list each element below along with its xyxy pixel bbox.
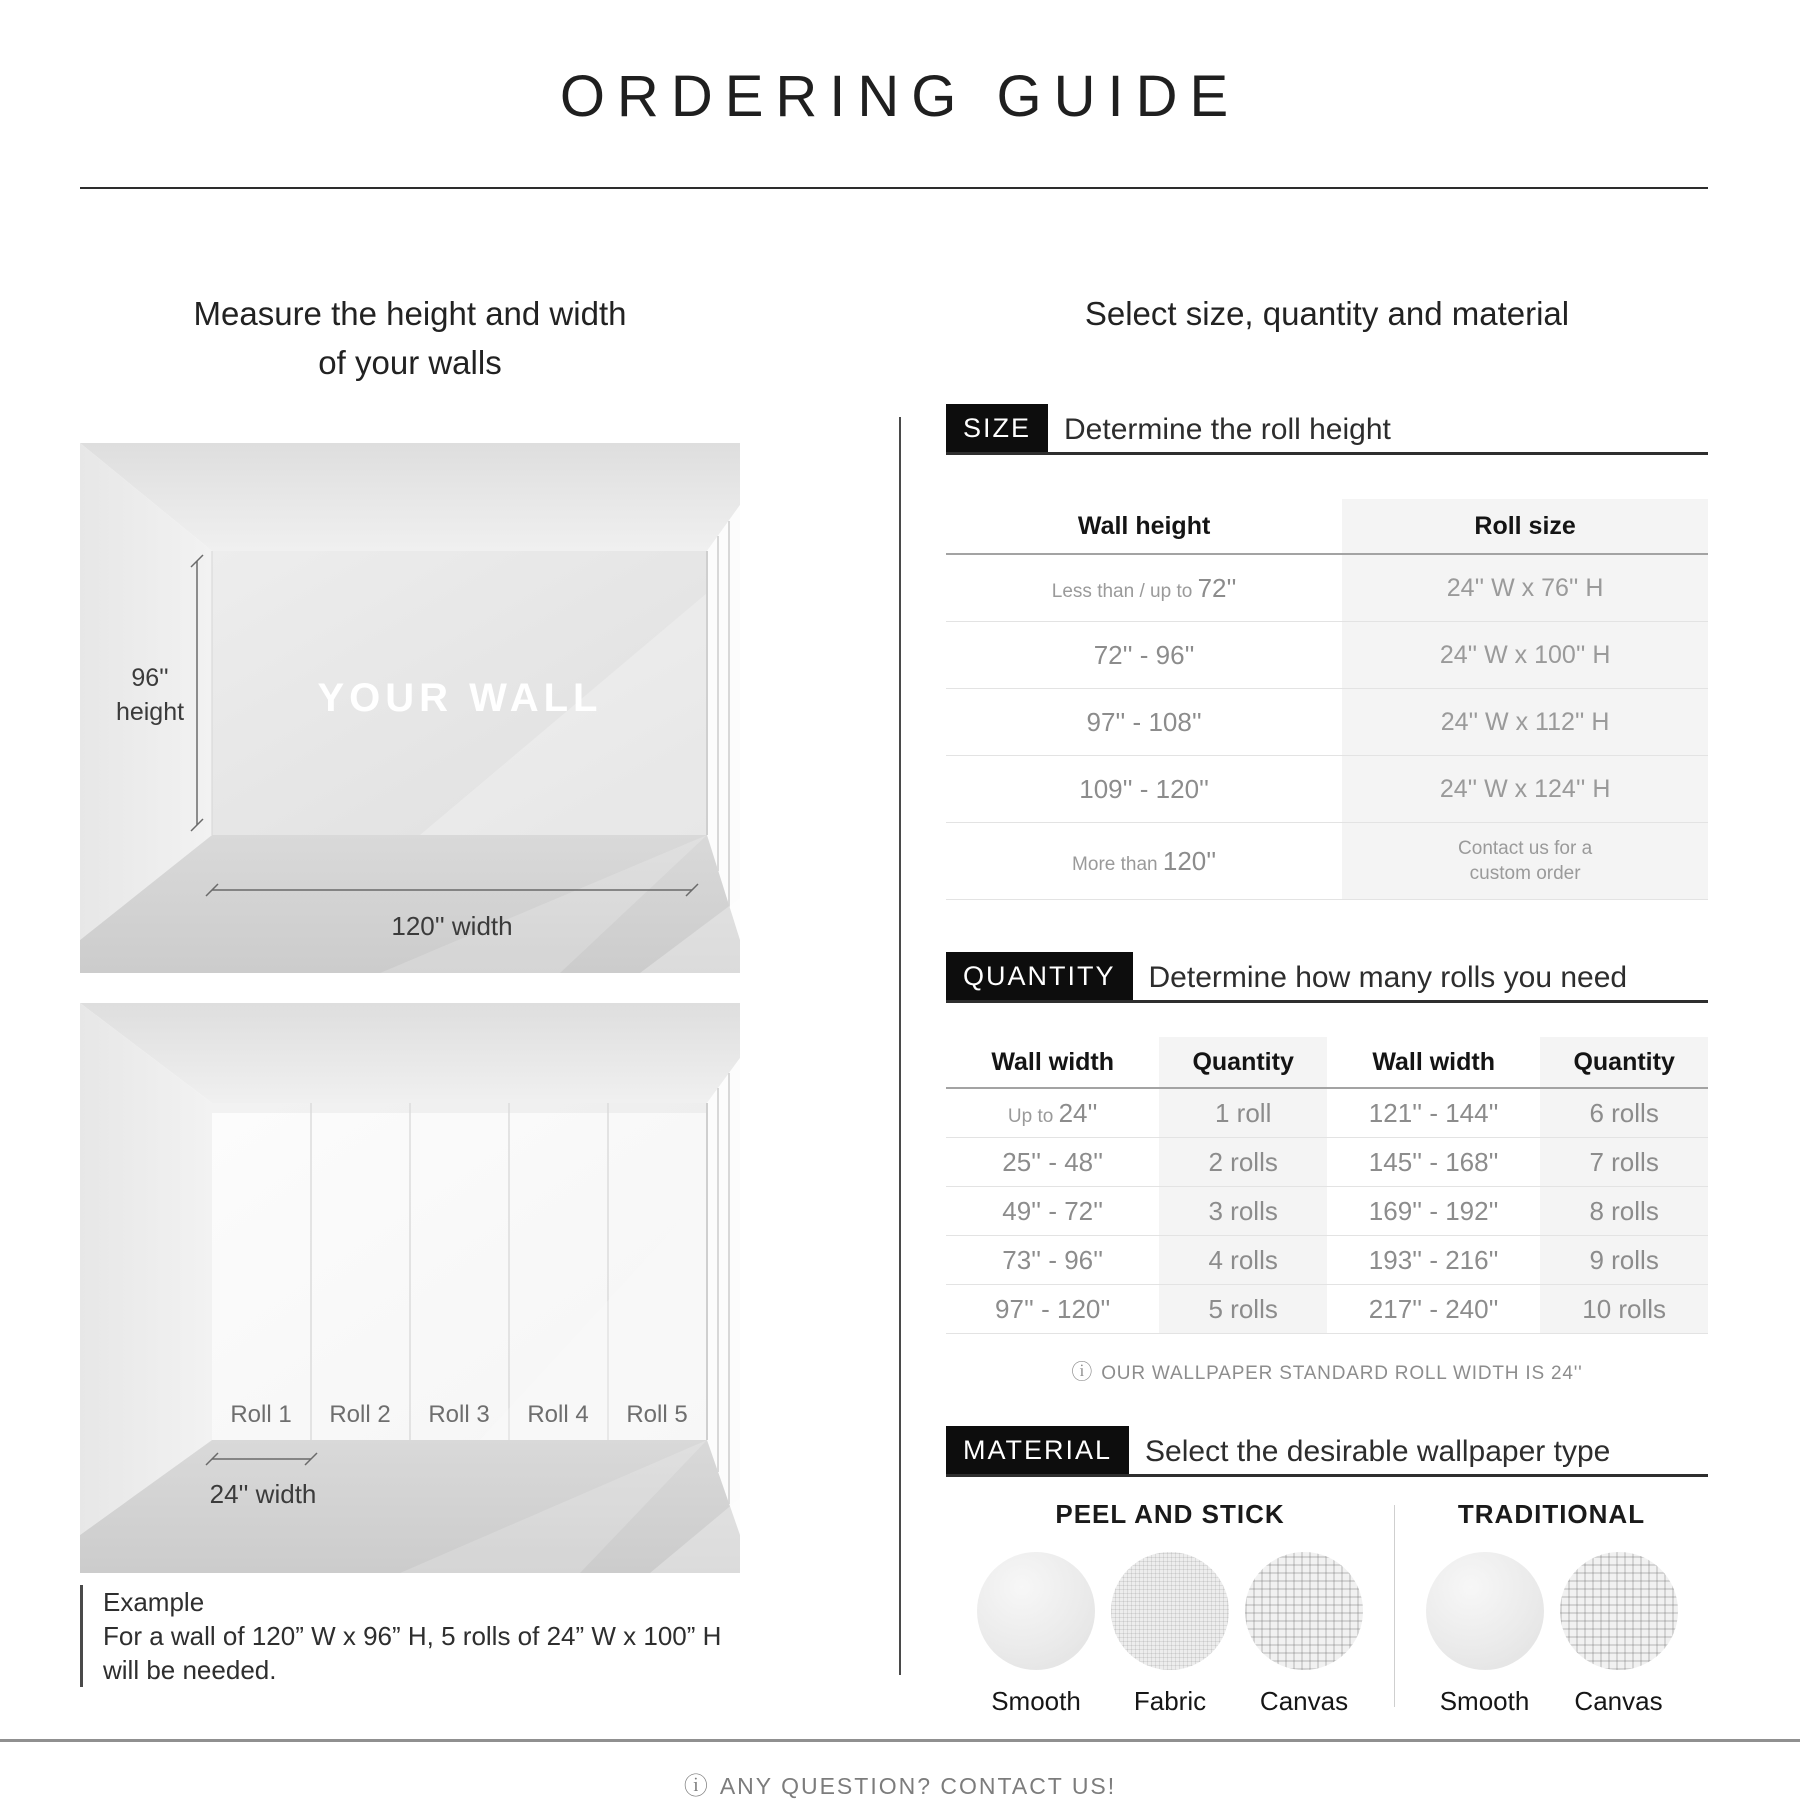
example-line1: For a wall of 120” W x 96” H, 5 rolls of 24” W x 100” H	[103, 1621, 722, 1651]
size-badge: SIZE	[946, 404, 1048, 452]
size-table	[946, 499, 1708, 900]
material-badge: MATERIAL	[946, 1426, 1129, 1474]
height-dimension-word: height	[115, 698, 185, 726]
measure-heading-line2: of your walls	[318, 344, 502, 381]
roll-label-4: Roll 4	[527, 1401, 589, 1428]
col-header-roll-size: Roll size	[1342, 499, 1708, 553]
roll-label-3: Roll 3	[428, 1401, 490, 1428]
size-table-row: More than 120'' Contact us for a custom order	[946, 823, 1708, 900]
material-option-canvas: Canvas	[1245, 1552, 1363, 1717]
quantity-subtitle: Determine how many rolls you need	[1148, 961, 1628, 994]
header-divider	[80, 187, 1708, 189]
quantity-badge: QUANTITY	[946, 952, 1133, 1000]
col-header-wall-width-2: Wall width	[1372, 1047, 1495, 1076]
example-line2: will be needed.	[103, 1655, 277, 1685]
material-options	[946, 1499, 1708, 1717]
content-columns	[80, 289, 1708, 1717]
material-group-traditional	[1395, 1499, 1708, 1717]
peel-and-stick-title: PEEL AND STICK	[1055, 1499, 1285, 1529]
material-section-header	[946, 1426, 1708, 1477]
select-column	[946, 289, 1708, 1717]
quantity-table-row: Up to 24'' 1 roll 121'' - 144'' 6 rolls	[946, 1089, 1708, 1138]
size-table-row: Less than / up to 72'' 24'' W x 76'' H	[946, 555, 1708, 622]
roll-label-1: Roll 1	[230, 1401, 292, 1428]
quantity-table	[946, 1037, 1708, 1334]
material-group-peel-and-stick	[946, 1499, 1394, 1717]
page-title: ORDERING GUIDE	[559, 64, 1241, 129]
quantity-table-row: 25'' - 48'' 2 rolls 145'' - 168'' 7 rolls	[946, 1138, 1708, 1187]
your-wall-label: YOUR WALL	[317, 676, 603, 720]
size-table-row: 72'' - 96'' 24'' W x 100'' H	[946, 622, 1708, 689]
col-header-quantity-1: Quantity	[1159, 1037, 1327, 1087]
measure-column	[80, 289, 740, 1687]
height-dimension-value: 96''	[131, 664, 169, 692]
roll-width-note	[946, 1356, 1708, 1386]
measure-heading-line1: Measure the height and width	[193, 295, 627, 332]
example-note	[80, 1585, 740, 1687]
roll-width-dimension-label: 24'' width	[209, 1479, 317, 1509]
column-divider	[899, 417, 901, 1675]
info-icon: ⓘ	[1071, 1361, 1094, 1384]
info-icon: ⓘ	[683, 1773, 710, 1800]
width-dimension-label: 120'' width	[391, 911, 513, 941]
roll-width-note-text: OUR WALLPAPER STANDARD ROLL WIDTH IS 24''	[1101, 1363, 1583, 1384]
footer-divider	[0, 1739, 1800, 1742]
quantity-table-row: 73'' - 96'' 4 rolls 193'' - 216'' 9 rolls	[946, 1236, 1708, 1285]
room-illustration-wall	[80, 443, 740, 973]
canvas-texture-swatch	[1245, 1552, 1363, 1670]
size-table-row: 97'' - 108'' 24'' W x 112'' H	[946, 689, 1708, 756]
smooth-texture-swatch	[977, 1552, 1095, 1670]
quantity-table-row: 97'' - 120'' 5 rolls 217'' - 240'' 10 rolls	[946, 1285, 1708, 1334]
size-subtitle: Determine the roll height	[1064, 413, 1391, 446]
select-heading: Select size, quantity and material	[1084, 295, 1570, 332]
col-header-wall-height: Wall height	[1077, 511, 1211, 540]
panel-shadow	[212, 1103, 707, 1113]
example-title: Example	[103, 1587, 205, 1617]
material-option-smooth-traditional: Smooth	[1426, 1552, 1544, 1717]
roll-label-2: Roll 2	[329, 1401, 391, 1428]
footer-note	[0, 1766, 1800, 1800]
col-header-quantity-2: Quantity	[1540, 1037, 1708, 1087]
material-option-smooth: Smooth	[977, 1552, 1095, 1717]
size-table-header	[946, 499, 1708, 555]
canvas-texture-swatch	[1560, 1552, 1678, 1670]
size-table-row: 109'' - 120'' 24'' W x 124'' H	[946, 756, 1708, 823]
fabric-texture-swatch	[1111, 1552, 1229, 1670]
room-illustration-rolls	[80, 1003, 740, 1573]
smooth-texture-swatch	[1426, 1552, 1544, 1670]
material-option-canvas-traditional: Canvas	[1560, 1552, 1678, 1717]
traditional-title: TRADITIONAL	[1457, 1499, 1646, 1529]
footer-note-text: ANY QUESTION? CONTACT US!	[719, 1773, 1117, 1799]
material-option-fabric: Fabric	[1111, 1552, 1229, 1717]
material-subtitle: Select the desirable wallpaper type	[1145, 1435, 1611, 1468]
quantity-table-header	[946, 1037, 1708, 1089]
roll-label-5: Roll 5	[626, 1401, 688, 1428]
measure-heading	[80, 289, 740, 387]
col-header-wall-width-1: Wall width	[991, 1047, 1115, 1076]
size-section-header	[946, 404, 1708, 455]
quantity-section-header	[946, 952, 1708, 1003]
quantity-table-row: 49'' - 72'' 3 rolls 169'' - 192'' 8 rolls	[946, 1187, 1708, 1236]
